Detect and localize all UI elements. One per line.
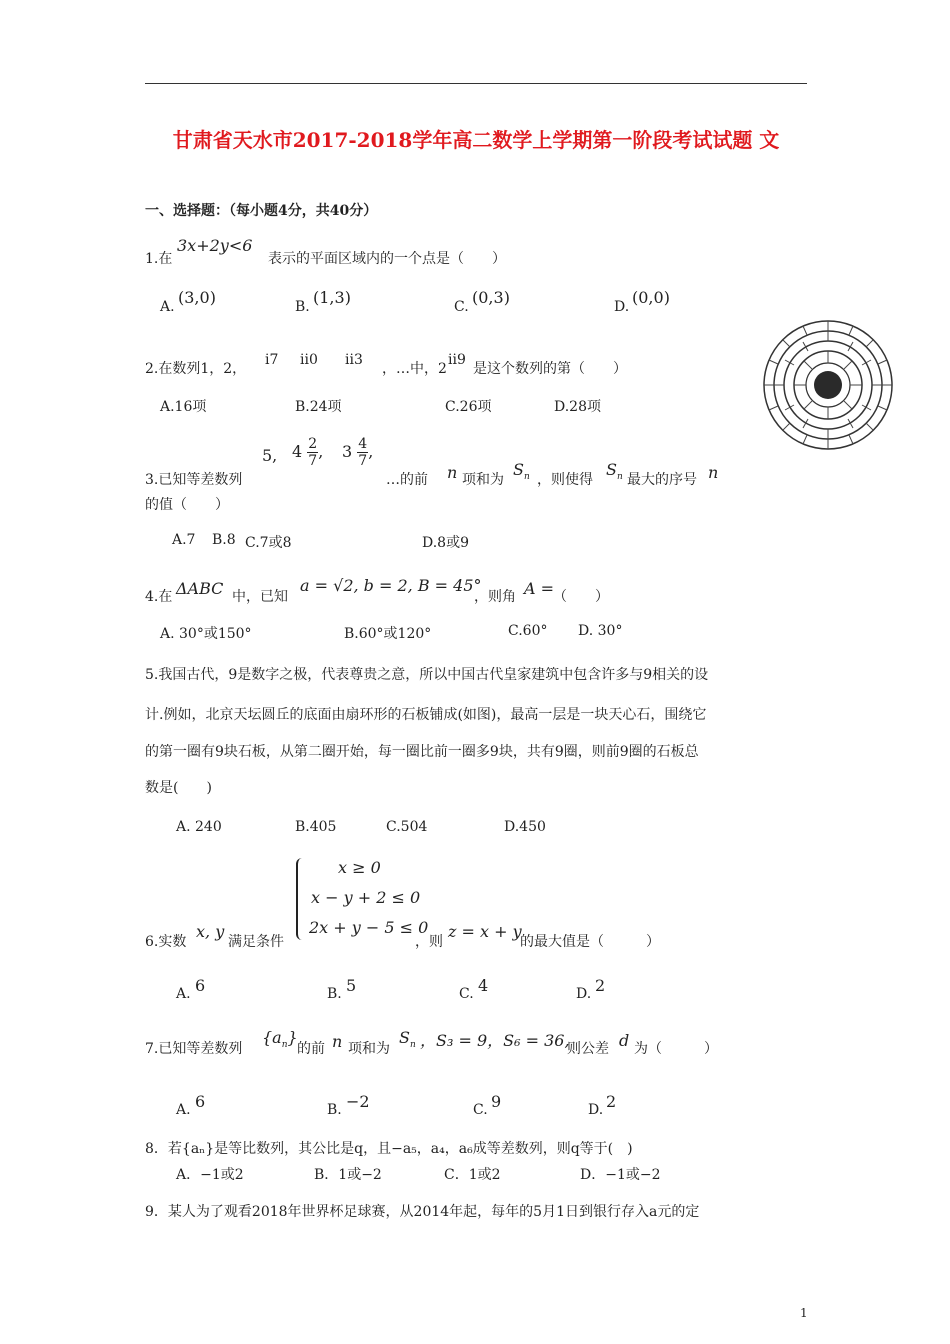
q8-option-b: B．1或−2 <box>314 1167 382 1183</box>
q8-option-c: C．1或2 <box>444 1167 501 1183</box>
q7-sequence: $\{a_n\}$ <box>262 1028 298 1051</box>
q7-mid-2: 项和为 <box>348 1041 390 1057</box>
q3-post-2: 最大的序号 <box>627 472 697 488</box>
q6-system-brace <box>296 858 308 940</box>
q3-option-c: C.7或8 <box>245 535 292 551</box>
q6-option-d-label: D. <box>576 986 592 1002</box>
q2-option-d: D.28项 <box>554 399 601 415</box>
q4-option-b: B.60°或120° <box>344 626 432 642</box>
q7-option-b-label: B. <box>327 1102 342 1118</box>
q1-option-a-label: A. <box>160 299 175 315</box>
section-heading: 一、选择题：（每小题4分，共40分） <box>145 203 378 219</box>
q1-option-c-label: C. <box>454 299 469 315</box>
q5-line-4: 数是( ) <box>145 780 212 796</box>
q6-post: ，则 <box>415 934 443 950</box>
q6-option-a-label: A. <box>176 986 191 1002</box>
q3-dots: …的前 <box>386 472 428 488</box>
q8-option-a: A．−1或2 <box>176 1167 244 1183</box>
q7-condition: ，S₃ = 9，S₆ = 36, <box>420 1031 570 1050</box>
q1-math: 3x+2y<6 <box>177 236 253 255</box>
q6-pre: 6.实数 <box>145 934 187 950</box>
q4-option-d: D. 30° <box>578 623 623 639</box>
q3-S-2: $S_n$ <box>606 460 623 483</box>
q7-option-c: 9 <box>491 1092 502 1111</box>
q3-option-a: A.7 <box>172 532 196 548</box>
q2-term-4: ii9 <box>448 352 466 368</box>
q1-post: 表示的平面区域内的一个点是（ ） <box>268 251 506 267</box>
q5-option-c: C.504 <box>386 819 428 835</box>
q2-text: 2.在数列1，2， <box>145 361 247 377</box>
q3-whole-1: 4 <box>292 442 303 461</box>
q3-num-1: 2 <box>308 436 318 452</box>
q4-mid: 中，已知 <box>232 589 288 605</box>
q7-option-d: 2 <box>606 1092 617 1111</box>
q3-num-2: 4 <box>358 436 368 452</box>
q3-den-1: 7 <box>308 453 318 469</box>
q2-term-1: i7 <box>265 352 279 368</box>
q3-S: $S_n$ <box>513 460 530 483</box>
q3-fraction-1 <box>307 436 318 469</box>
q5-option-b: B.405 <box>295 819 337 835</box>
q6-constraint-3: 2x + y − 5 ≤ 0 <box>309 918 429 937</box>
page-number: 1 <box>800 1306 808 1320</box>
q7-option-c-label: C. <box>473 1102 488 1118</box>
q9-text: 9．某人为了观看2018年世界杯足球赛，从2014年起，每年的5月1日到银行存入a元的定 <box>145 1204 700 1220</box>
q8-text: 8．若{aₙ}是等比数列，其公比是q，且−a₅，a₄，a₆成等差数列，则q等于( ) <box>145 1141 633 1157</box>
q2-option-c: C.26项 <box>445 399 492 415</box>
q4-pre: 4.在 <box>145 589 173 605</box>
q6-objective: z = x + y <box>448 922 522 941</box>
q5-line-2: 计.例如，北京天坛圆丘的底面由扇环形的石板铺成(如图)，最高一层是一块天心石，围绕它 <box>145 707 707 723</box>
q3-den-2: 7 <box>358 453 368 469</box>
document-title: 甘肃省天水市2017-2018学年高二数学上学期第一阶段考试试题 文 <box>172 128 780 152</box>
q3-line-2: 的值（ ） <box>145 497 229 513</box>
q4-A: A = <box>524 579 555 598</box>
q2-mid: ，…中，2 <box>382 361 447 377</box>
q4-paren: （ ） <box>553 589 609 605</box>
q3-n-2: n <box>708 463 719 482</box>
q2-option-b: B.24项 <box>295 399 342 415</box>
q1-option-d-label: D. <box>614 299 630 315</box>
q6-option-d: 2 <box>595 976 606 995</box>
q6-option-c: 4 <box>478 976 489 995</box>
q3-whole-2: 3 <box>342 442 353 461</box>
q7-post-2: 为（ ） <box>634 1041 718 1057</box>
q2-term-3: ii3 <box>345 352 363 368</box>
q3-post: ，则使得 <box>537 472 593 488</box>
q5-option-d: D.450 <box>504 819 546 835</box>
q6-option-c-label: C. <box>459 986 474 1002</box>
q6-option-b: 5 <box>346 976 357 995</box>
q1-option-b-label: B. <box>295 299 310 315</box>
q1-pre: 1.在 <box>145 251 173 267</box>
q3-mixed-2: 3 $\frac{4}{7}$ , <box>342 436 374 469</box>
q6-post-2: 的最大值是（ ） <box>520 934 660 950</box>
q6-option-b-label: B. <box>327 986 342 1002</box>
q4-triangle: ΔABC <box>176 579 224 598</box>
q7-mid: 的前 <box>297 1041 325 1057</box>
q5-line-1: 5.我国古代，9是数字之极，代表尊贵之意，所以中国古代皇家建筑中包含许多与9相关的设 <box>145 667 709 683</box>
q4-condition: a = √2, b = 2, B = 45° <box>300 576 482 595</box>
q7-option-b: −2 <box>346 1092 370 1111</box>
q5-option-a: A. 240 <box>176 819 222 835</box>
q1-option-d: (0,0) <box>632 288 670 307</box>
q6-constraint-2: x − y + 2 ≤ 0 <box>311 888 421 907</box>
q3-option-b: B.8 <box>212 532 236 548</box>
q4-post: ，则角 <box>474 589 516 605</box>
q3-option-d: D.8或9 <box>422 535 469 551</box>
q2-term-2: ii0 <box>300 352 318 368</box>
tiantan-stone-figure <box>745 318 905 458</box>
q7-pre: 7.已知等差数列 <box>145 1041 243 1057</box>
q2-post: 是这个数列的第（ ） <box>473 361 627 377</box>
q7-n: n <box>332 1032 343 1051</box>
q3-fraction-2 <box>357 436 368 469</box>
q6-vars: x, y <box>196 922 225 941</box>
q7-option-a: 6 <box>195 1092 206 1111</box>
q6-option-a: 6 <box>195 976 206 995</box>
header-rule <box>145 83 807 84</box>
q2-option-a: A.16项 <box>160 399 207 415</box>
q3-seq-first: 5, <box>262 446 278 465</box>
q1-option-c: (0,3) <box>472 288 510 307</box>
q7-post: 则公差 <box>567 1041 609 1057</box>
q3-mixed-1: 4 $\frac{2}{7}$ , <box>292 436 324 469</box>
q7-S: $S_n$ <box>399 1028 416 1051</box>
q3-n: n <box>447 463 458 482</box>
q6-constraint-1: x ≥ 0 <box>338 858 381 877</box>
q5-line-3: 的第一圈有9块石板，从第二圈开始，每一圈比前一圈多9块，共有9圈，则前9圈的石板总 <box>145 744 699 760</box>
q1-option-a: (3,0) <box>178 288 216 307</box>
q3-pre: 3.已知等差数列 <box>145 472 243 488</box>
q3-mid: 项和为 <box>462 472 504 488</box>
q7-option-d-label: D. <box>588 1102 604 1118</box>
q8-option-d: D．−1或−2 <box>580 1167 661 1183</box>
q4-option-c: C.60° <box>508 623 548 639</box>
q7-option-a-label: A. <box>176 1102 191 1118</box>
q7-d: d <box>619 1031 630 1050</box>
q6-mid: 满足条件 <box>228 934 284 950</box>
q4-option-a: A. 30°或150° <box>160 626 252 642</box>
q1-option-b: (1,3) <box>313 288 351 307</box>
